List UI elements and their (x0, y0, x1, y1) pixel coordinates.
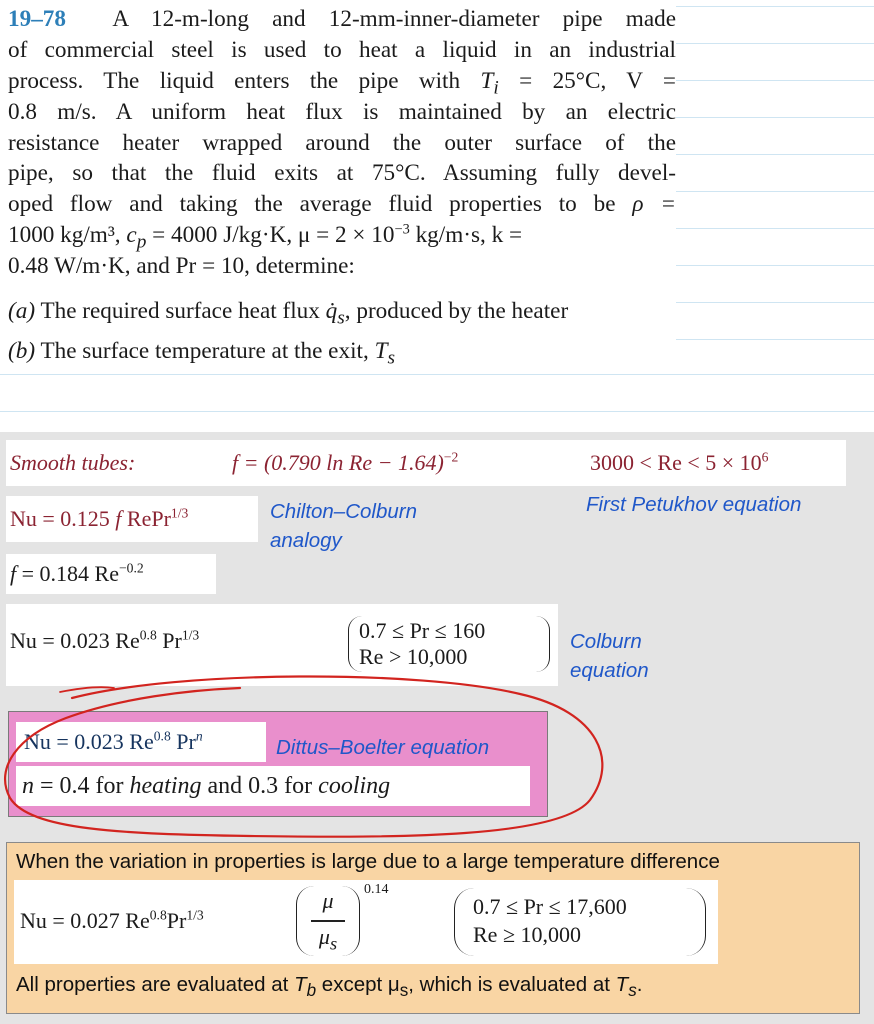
viscosity-exponent: 0.14 (364, 882, 389, 897)
rule-line (676, 43, 874, 44)
colburn-name: Colburn equation (570, 630, 649, 682)
petukhov-range: $3000 < Re < 5 \times 10^6$ (590, 449, 769, 475)
problem-line-4: 0.8 m/s. A uniform heat flux is maintained by an electric (8, 98, 676, 125)
part-a: (a) The required surface heat flux $q̇_s$, produced by the heater (8, 298, 569, 329)
sieder-tate-conditions: 0.7 ≤ Pr ≤ 17,600 Re ≥ 10,000 (454, 888, 706, 956)
sieder-tate-box (14, 880, 718, 964)
rule-line (676, 339, 874, 340)
rule-line (676, 228, 874, 229)
problem-line-3: process. The liquid enters the pipe with $T_i = 25^\circ C$, V = (8, 67, 677, 99)
rule-line (676, 154, 874, 155)
petukhov-name: First Petukhov equation (586, 493, 802, 516)
colburn-conditions: 0.7 ≤ Pr ≤ 160 Re > 10,000 (348, 616, 550, 672)
viscosity-ratio: μ $\mu_s$ (296, 886, 360, 956)
problem-line-2: of commercial steel is used to heat a liquid in an industrial (8, 36, 676, 63)
rule-line (676, 6, 874, 7)
colburn-equation: Nu = 0.023 $Re^{0.8}$ $Pr^{1/3}$ (10, 627, 200, 653)
friction-factor-box (6, 554, 216, 594)
rule-line (676, 191, 874, 192)
chilton-colburn-equation: Nu = 0.125 f RePr$^{1/3}$ (10, 505, 189, 531)
dittus-boelter-exponent: n = 0.4 for heating and 0.3 for cooling (22, 773, 391, 799)
chilton-colburn-box (6, 496, 258, 542)
petukhov-equation: f = (0.790 ln Re − 1.64)$^{-2}$ (232, 449, 459, 475)
problem-line-9: 0.48 W/m·K, and Pr = 10, determine: (8, 253, 355, 280)
problem-line-7: oped flow and taking the average fluid properties to be ρ = (8, 191, 677, 218)
sieder-tate-intro: When the variation in properties is large due to a large temperature difference (16, 850, 720, 873)
problem-statement (8, 4, 676, 282)
smooth-tubes-box (6, 440, 846, 486)
dittus-boelter-name: Dittus–Boelter equation (276, 736, 490, 759)
rule-line (676, 265, 874, 266)
sieder-tate-footer: All properties are evaluated at $T_b$ except $\mu_s$, which is evaluated at $T_s$. (16, 973, 643, 1001)
smooth-tubes-label: Smooth tubes: (10, 450, 136, 475)
red-circle-annotation (0, 670, 620, 850)
sieder-tate-equation: Nu = 0.027 $Re^{0.8}Pr^{1/3}$ (20, 907, 204, 933)
dittus-boelter-equation: Nu = 0.023 $Re^{0.8}$ Pr$^n$ (24, 728, 203, 754)
rule-line (0, 411, 874, 412)
part-b: (b) The surface temperature at the exit, $T_s$ (8, 337, 395, 369)
problem-line-5: resistance heater wrapped around the outer surface of the (8, 129, 676, 156)
friction-factor-equation: f = 0.184 $Re^{-0.2}$ (10, 560, 144, 586)
problem-line-6: pipe, so that the fluid exits at 75°C. Assuming fully devel- (8, 160, 676, 187)
problem-line-1: 19–78 A 12-m-long and 12-mm-inner-diameter pipe made (8, 6, 677, 32)
rule-line (676, 302, 874, 303)
problem-number: 19–78 (8, 6, 66, 32)
rule-line (676, 117, 874, 118)
problem-parts (8, 295, 568, 374)
chilton-colburn-name: Chilton–Colburn analogy (270, 500, 418, 552)
problem-line-8: 1000 kg/m³, $c_p = 4000$ J/kg·K, $\mu = 2 \times 10^{-3}$ kg/m·s, k = (8, 221, 523, 253)
rule-line (676, 80, 874, 81)
